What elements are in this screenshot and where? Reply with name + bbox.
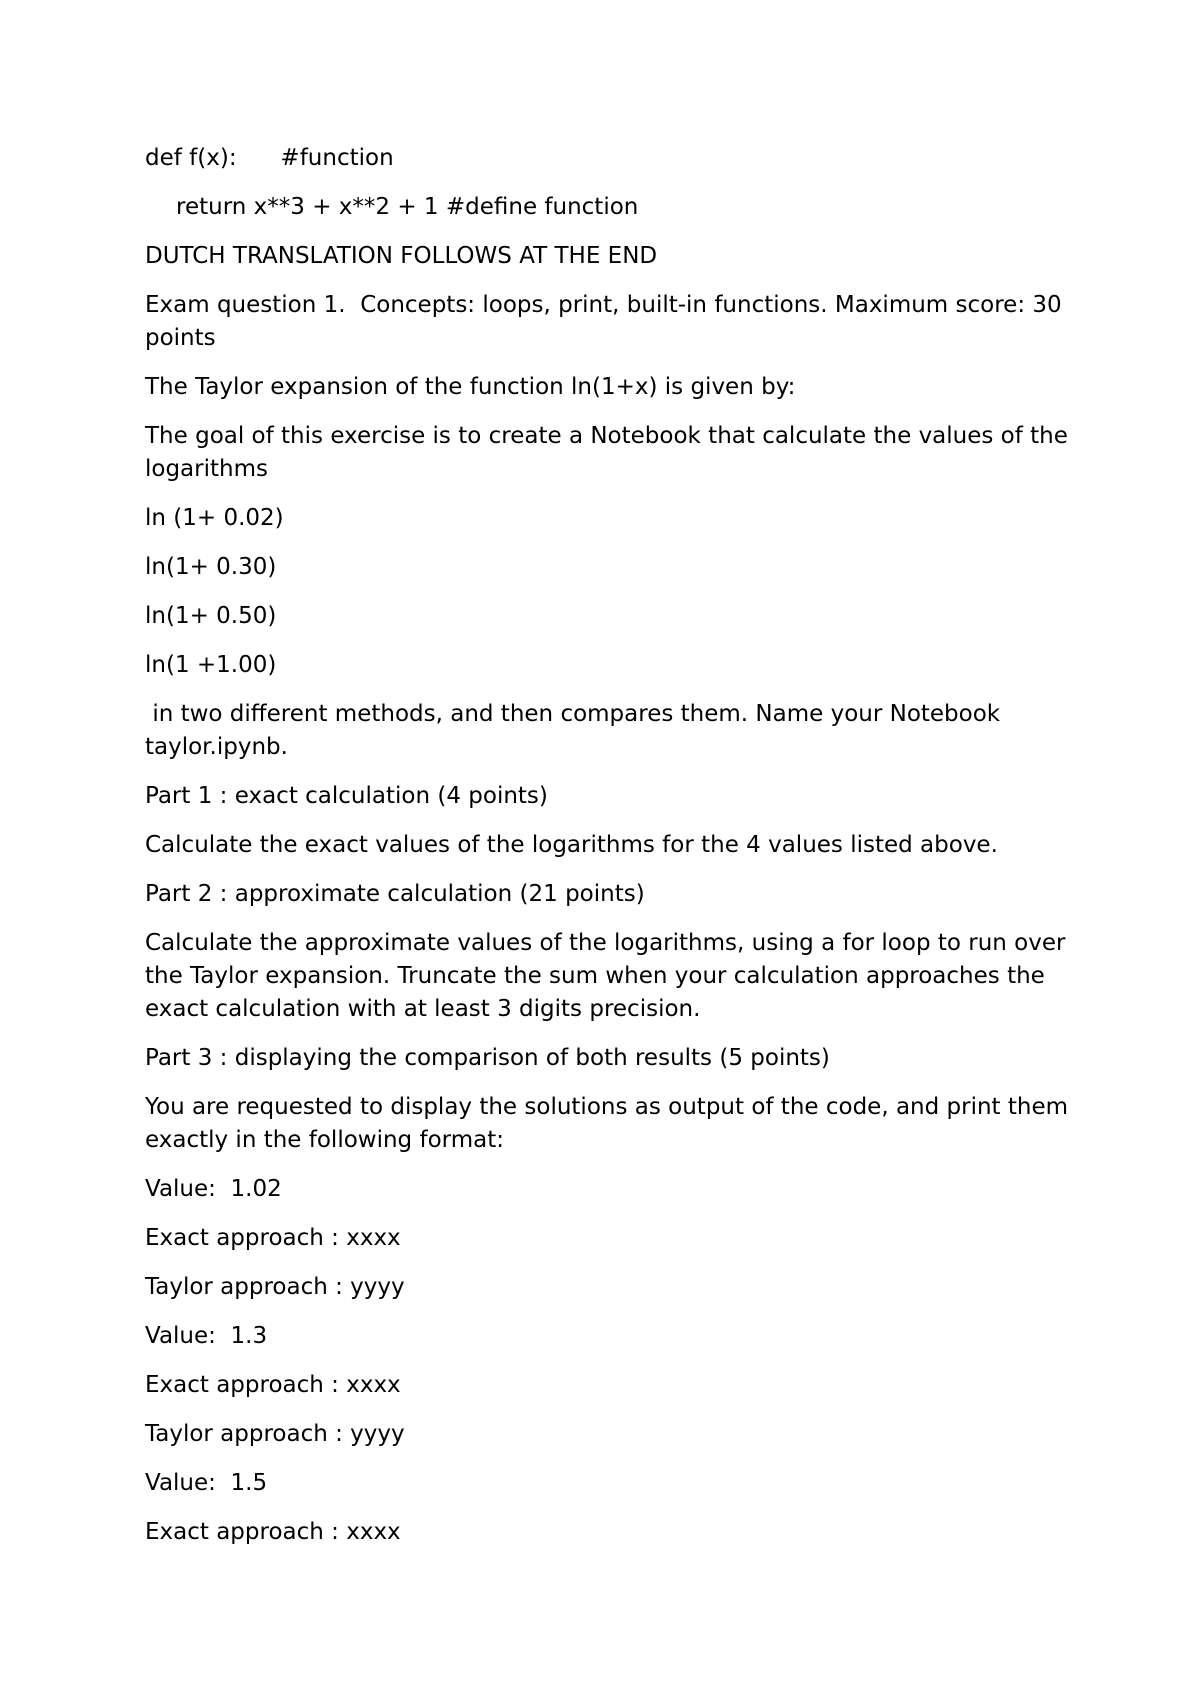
code-line-def: def f(x): #function	[145, 145, 394, 171]
part3-title: Part 3 : displaying the comparison of both results (5 points)	[145, 1045, 830, 1071]
part1-text: Calculate the exact values of the logarithms for the 4 values listed above.	[145, 832, 998, 858]
part2-text: Calculate the approximate values of the logarithms, using a for loop to run over the Taylor expansion. Truncate the sum when your calculation approaches the exact calculation with at least 3 digits precision.	[145, 930, 1073, 1022]
output-format-line: Exact approach : xxxx	[145, 1225, 401, 1251]
output-format-line: Value: 1.5	[145, 1470, 268, 1496]
part3-text: You are requested to display the solutions as output of the code, and print them exactly in the following format:	[145, 1094, 1076, 1153]
dutch-translation-note: DUTCH TRANSLATION FOLLOWS AT THE END	[145, 243, 658, 269]
log-value-4: ln(1 +1.00)	[145, 652, 277, 678]
exam-question-heading: Exam question 1. Concepts: loops, print, built-in functions. Maximum score: 30 points	[145, 292, 1069, 351]
output-format-line: Value: 1.3	[145, 1323, 268, 1349]
output-format-line: Taylor approach : yyyy	[145, 1421, 405, 1447]
methods-text: in two different methods, and then compares them. Name your Notebook taylor.ipynb.	[145, 701, 1008, 760]
output-format-line: Exact approach : xxxx	[145, 1519, 401, 1545]
part1-title: Part 1 : exact calculation (4 points)	[145, 783, 548, 809]
part2-title: Part 2 : approximate calculation (21 points)	[145, 881, 645, 907]
code-line-return: return x**3 + x**2 + 1 #define function	[176, 194, 639, 220]
output-format-line: Value: 1.02	[145, 1176, 282, 1202]
taylor-intro-text: The Taylor expansion of the function ln(1+x) is given by:	[145, 374, 796, 400]
log-value-1: ln (1+ 0.02)	[145, 505, 284, 531]
goal-text: The goal of this exercise is to create a Notebook that calculate the values of the logarithms	[145, 423, 1076, 482]
log-value-3: ln(1+ 0.50)	[145, 603, 277, 629]
log-value-2: ln(1+ 0.30)	[145, 554, 277, 580]
output-format-line: Taylor approach : yyyy	[145, 1274, 405, 1300]
output-format-line: Exact approach : xxxx	[145, 1372, 401, 1398]
